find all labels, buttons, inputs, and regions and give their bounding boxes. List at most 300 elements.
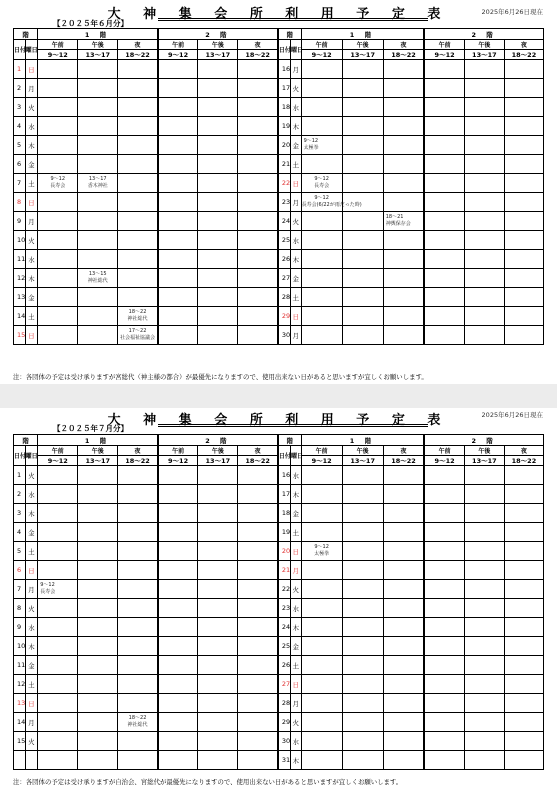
slot-cell	[198, 466, 238, 485]
time-header: 9～12	[424, 50, 464, 60]
slot-cell	[238, 713, 278, 732]
slot-cell	[504, 599, 543, 618]
day-of-week: 月	[291, 694, 302, 713]
slot-cell	[464, 485, 504, 504]
time-header: 9～12	[38, 456, 78, 466]
time-header: 13～17	[342, 456, 383, 466]
day-number: 20	[278, 136, 291, 155]
reservation-time: 9～12	[314, 195, 329, 202]
day-of-week: 火	[25, 98, 38, 117]
slot-cell	[38, 523, 78, 542]
slot-cell	[118, 231, 158, 250]
slot-cell	[78, 60, 118, 79]
slot-cell	[38, 675, 78, 694]
day-row	[14, 599, 544, 618]
day-of-week: 火	[291, 580, 302, 599]
slot-cell	[464, 60, 504, 79]
day-row	[14, 60, 544, 79]
slot-cell	[118, 193, 158, 212]
slot-cell	[301, 174, 342, 193]
slot-cell	[238, 155, 278, 174]
slot-cell	[38, 250, 78, 269]
day-row	[14, 542, 544, 561]
day-number: 13	[14, 694, 26, 713]
day-number: 16	[278, 466, 291, 485]
slot-header: 午後	[464, 446, 504, 456]
slot-cell	[342, 637, 383, 656]
day-row	[14, 79, 544, 98]
slot-cell	[38, 466, 78, 485]
day-number: 19	[278, 117, 291, 136]
slot-cell	[198, 561, 238, 580]
slot-cell	[464, 136, 504, 155]
day-row	[14, 326, 544, 345]
slot-cell	[504, 485, 543, 504]
day-number: 26	[278, 250, 291, 269]
slot-cell	[238, 212, 278, 231]
slot-cell	[38, 618, 78, 637]
day-number: 10	[14, 231, 26, 250]
reservation-time: 9～12	[314, 544, 329, 551]
day-of-week: 月	[291, 60, 302, 79]
reservation-entry	[78, 176, 117, 190]
slot-cell	[301, 98, 342, 117]
slot-cell	[38, 155, 78, 174]
slot-cell	[424, 98, 464, 117]
slot-cell	[342, 98, 383, 117]
slot-cell	[198, 637, 238, 656]
day-number: 14	[14, 307, 26, 326]
day-number: 15	[14, 326, 26, 345]
slot-cell	[78, 250, 118, 269]
slot-cell	[158, 485, 198, 504]
day-of-week: 火	[25, 231, 38, 250]
slot-cell	[198, 155, 238, 174]
slot-cell	[158, 542, 198, 561]
slot-header: 夜	[383, 40, 424, 50]
header-row-slot	[14, 40, 544, 50]
reservation-entry	[118, 328, 157, 342]
slot-cell	[464, 523, 504, 542]
day-number: 22	[278, 580, 291, 599]
slot-cell	[383, 155, 424, 174]
slot-cell	[464, 193, 504, 212]
footer-note: 注：各団体の予定は受け承りますが自治会、宮総代が最優先になりますので、使用出来ない日があると思いますが宜しくお願いします。	[13, 778, 403, 786]
day-header-label: 日付	[14, 47, 27, 54]
slot-cell	[38, 656, 78, 675]
slot-cell	[424, 288, 464, 307]
day-number: 4	[14, 117, 26, 136]
slot-cell	[301, 60, 342, 79]
slot-cell	[342, 751, 383, 770]
day-of-week: 火	[25, 732, 38, 751]
slot-cell	[38, 136, 78, 155]
reservation-time: 13～17	[88, 176, 107, 183]
slot-cell	[383, 618, 424, 637]
slot-cell	[158, 117, 198, 136]
slot-cell	[301, 637, 342, 656]
slot-cell	[238, 523, 278, 542]
slot-cell	[78, 326, 118, 345]
slot-cell	[198, 98, 238, 117]
slot-cell	[238, 231, 278, 250]
slot-cell	[198, 250, 238, 269]
slot-cell	[78, 751, 118, 770]
as-of-date: 2025年6月26日現在	[481, 411, 543, 419]
day-of-week: 日	[25, 60, 38, 79]
floor-header: 階	[14, 29, 38, 40]
slot-cell	[383, 466, 424, 485]
slot-cell	[198, 212, 238, 231]
slot-cell	[342, 675, 383, 694]
day-number: 1	[14, 466, 26, 485]
slot-cell	[424, 117, 464, 136]
day-number: 12	[14, 269, 26, 288]
day-of-week: 土	[291, 155, 302, 174]
day-row	[14, 250, 544, 269]
slot-cell	[504, 504, 543, 523]
slot-cell	[424, 694, 464, 713]
slot-cell	[158, 637, 198, 656]
slot-cell	[383, 136, 424, 155]
slot-cell	[342, 504, 383, 523]
slot-cell	[198, 504, 238, 523]
slot-cell	[342, 269, 383, 288]
day-number: 6	[14, 155, 26, 174]
slot-cell	[118, 618, 158, 637]
day-header	[14, 446, 26, 466]
slot-cell	[301, 713, 342, 732]
slot-cell	[301, 79, 342, 98]
slot-cell	[158, 231, 198, 250]
slot-cell	[504, 523, 543, 542]
day-row	[14, 174, 544, 193]
day-of-week: 月	[291, 561, 302, 580]
time-header: 9～12	[158, 50, 198, 60]
day-number: 16	[278, 60, 291, 79]
day-of-week: 木	[291, 618, 302, 637]
reservation-time: 9～12	[40, 582, 55, 589]
day-number: 28	[278, 288, 291, 307]
slot-cell	[504, 250, 543, 269]
reservation-entry	[384, 214, 424, 228]
slot-cell	[118, 580, 158, 599]
slot-cell	[504, 675, 543, 694]
slot-cell	[198, 580, 238, 599]
slot-cell	[424, 60, 464, 79]
slot-cell	[238, 694, 278, 713]
slot-header: 夜	[238, 446, 278, 456]
month-label: 【２０２５年６月分】	[53, 19, 128, 28]
slot-cell	[464, 117, 504, 136]
day-number: 11	[14, 656, 26, 675]
slot-cell	[78, 269, 118, 288]
slot-cell	[78, 599, 118, 618]
day-row	[14, 561, 544, 580]
slot-cell	[158, 307, 198, 326]
slot-cell	[118, 656, 158, 675]
slot-cell	[38, 98, 78, 117]
day-number: 25	[278, 231, 291, 250]
slot-cell	[38, 637, 78, 656]
day-of-week: 水	[291, 466, 302, 485]
day-number: 3	[14, 98, 26, 117]
day-of-week: 金	[291, 269, 302, 288]
slot-cell	[383, 542, 424, 561]
footer-note: 注：各団体の予定は受け承りますが宮総代（神主様の都合）が最優先になりますので、使用出来ない日があると思いますが宜しくお願いします。	[13, 373, 428, 381]
slot-cell	[38, 269, 78, 288]
slot-cell	[424, 618, 464, 637]
floor-header: 階	[14, 435, 38, 446]
day-of-week: 水	[25, 117, 38, 136]
slot-cell	[238, 307, 278, 326]
slot-cell	[383, 713, 424, 732]
slot-cell	[424, 732, 464, 751]
slot-cell	[78, 732, 118, 751]
slot-cell	[383, 485, 424, 504]
slot-cell	[342, 79, 383, 98]
slot-cell	[118, 117, 158, 136]
slot-cell	[301, 212, 342, 231]
day-number: 8	[14, 599, 26, 618]
day-row	[14, 694, 544, 713]
reservation-time: 9～12	[50, 176, 65, 183]
day-row	[14, 231, 544, 250]
slot-cell	[158, 174, 198, 193]
day-number: 29	[278, 307, 291, 326]
slot-cell	[504, 174, 543, 193]
slot-cell	[238, 174, 278, 193]
time-header: 13～17	[78, 50, 118, 60]
slot-cell	[38, 485, 78, 504]
slot-cell	[424, 79, 464, 98]
slot-header: 午前	[38, 40, 78, 50]
day-of-week: 火	[291, 713, 302, 732]
slot-cell	[38, 713, 78, 732]
slot-cell	[78, 485, 118, 504]
slot-cell	[342, 326, 383, 345]
slot-cell	[342, 231, 383, 250]
time-header: 18～22	[118, 456, 158, 466]
slot-cell	[383, 307, 424, 326]
slot-cell	[383, 288, 424, 307]
slot-cell	[38, 212, 78, 231]
day-number: 21	[278, 561, 291, 580]
day-row	[14, 269, 544, 288]
time-header: 9～12	[301, 456, 342, 466]
day-of-week: 土	[25, 542, 38, 561]
day-number: 23	[278, 599, 291, 618]
slot-cell	[342, 117, 383, 136]
slot-cell	[118, 675, 158, 694]
slot-cell	[118, 326, 158, 345]
slot-cell	[301, 523, 342, 542]
slot-cell	[198, 732, 238, 751]
slot-cell	[301, 580, 342, 599]
header-row-slot	[14, 446, 544, 456]
day-of-week: 金	[291, 136, 302, 155]
slot-cell	[158, 523, 198, 542]
day-row	[14, 618, 544, 637]
day-of-week: 水	[25, 485, 38, 504]
month-label: 【２０２５年７月分】	[53, 424, 128, 433]
slot-cell	[464, 542, 504, 561]
reservation-group: 神社総代	[127, 722, 148, 728]
slot-cell	[504, 561, 543, 580]
floor-header: 階	[278, 435, 301, 446]
slot-cell	[504, 542, 543, 561]
slot-cell	[504, 618, 543, 637]
slot-cell	[383, 732, 424, 751]
reservation-group: 神社総代	[87, 278, 108, 284]
day-row	[14, 751, 544, 770]
slot-header: 午前	[158, 446, 198, 456]
slot-cell	[78, 694, 118, 713]
time-header: 9～12	[38, 50, 78, 60]
reservation-entry	[118, 309, 157, 323]
slot-header: 午前	[424, 40, 464, 50]
day-of-week: 日	[25, 561, 38, 580]
slot-cell	[198, 231, 238, 250]
slot-cell	[158, 561, 198, 580]
slot-cell	[424, 637, 464, 656]
slot-cell	[301, 288, 342, 307]
page-gap	[0, 384, 557, 408]
slot-cell	[158, 98, 198, 117]
slot-cell	[383, 193, 424, 212]
slot-cell	[424, 269, 464, 288]
slot-cell	[504, 466, 543, 485]
slot-header: 夜	[118, 446, 158, 456]
slot-cell	[238, 751, 278, 770]
day-number: 18	[278, 504, 291, 523]
day-number: 24	[278, 618, 291, 637]
slot-cell	[118, 60, 158, 79]
slot-cell	[424, 523, 464, 542]
slot-cell	[158, 193, 198, 212]
slot-cell	[198, 174, 238, 193]
slot-cell	[424, 504, 464, 523]
day-of-week: 木	[291, 250, 302, 269]
time-header: 9～12	[301, 50, 342, 60]
slot-cell	[424, 307, 464, 326]
as-of-date: 2025年6月26日現在	[481, 8, 543, 16]
slot-cell	[238, 79, 278, 98]
slot-cell	[424, 542, 464, 561]
day-header-label: 日付	[278, 453, 291, 460]
day-of-week: 月	[291, 193, 302, 212]
slot-cell	[342, 656, 383, 675]
slot-cell	[238, 136, 278, 155]
slot-cell	[158, 599, 198, 618]
day-of-week: 木	[291, 751, 302, 770]
slot-header: 午後	[78, 446, 118, 456]
slot-cell	[118, 561, 158, 580]
floor2-header: 2 階	[158, 29, 278, 40]
slot-cell	[342, 732, 383, 751]
slot-header: 午前	[424, 446, 464, 456]
slot-header: 夜	[118, 40, 158, 50]
slot-header: 夜	[504, 446, 543, 456]
day-row	[14, 466, 544, 485]
slot-cell	[198, 269, 238, 288]
day-row	[14, 580, 544, 599]
time-header: 13～17	[464, 50, 504, 60]
slot-cell	[301, 561, 342, 580]
day-number: 7	[14, 174, 26, 193]
slot-cell	[238, 599, 278, 618]
day-of-week: 木	[291, 485, 302, 504]
day-of-week: 土	[291, 288, 302, 307]
slot-cell	[464, 751, 504, 770]
day-header-label: 日付	[14, 453, 27, 460]
schedule-table	[13, 28, 544, 345]
reservation-entry	[302, 544, 342, 558]
day-number: 15	[14, 732, 26, 751]
day-of-week: 土	[25, 307, 38, 326]
time-header: 13～17	[78, 456, 118, 466]
slot-cell	[383, 599, 424, 618]
day-row	[14, 713, 544, 732]
slot-cell	[238, 656, 278, 675]
day-of-week: 木	[25, 269, 38, 288]
slot-cell	[301, 542, 342, 561]
slot-cell	[504, 231, 543, 250]
slot-cell	[78, 542, 118, 561]
slot-cell	[118, 694, 158, 713]
slot-header: 午後	[198, 446, 238, 456]
slot-cell	[118, 523, 158, 542]
day-of-week: 金	[291, 504, 302, 523]
day-row	[14, 656, 544, 675]
slot-cell	[238, 193, 278, 212]
slot-cell	[301, 656, 342, 675]
slot-cell	[464, 307, 504, 326]
day-number: 20	[278, 542, 291, 561]
day-of-week: 水	[25, 618, 38, 637]
slot-cell	[38, 231, 78, 250]
reservation-group: 神社総代	[127, 316, 148, 322]
day-of-week: 日	[291, 307, 302, 326]
reservation-group: 長寿会(6/22が雨だった時)	[301, 202, 362, 208]
slot-cell	[383, 523, 424, 542]
reservation-group: 長寿会	[314, 183, 330, 189]
reservation-group: 社会福祉協議会	[120, 335, 156, 341]
slot-cell	[383, 250, 424, 269]
slot-header: 夜	[504, 40, 543, 50]
time-header: 18～22	[504, 456, 543, 466]
slot-cell	[342, 694, 383, 713]
day-of-week: 日	[25, 326, 38, 345]
slot-cell	[464, 326, 504, 345]
header-row-floor	[14, 435, 544, 446]
dow-header	[291, 446, 302, 466]
slot-cell	[78, 618, 118, 637]
day-number: 18	[278, 98, 291, 117]
reservation-group: 長寿会	[50, 183, 66, 189]
day-number: 29	[278, 713, 291, 732]
slot-cell	[118, 212, 158, 231]
day-of-week: 土	[25, 174, 38, 193]
slot-header: 午前	[38, 446, 78, 456]
slot-cell	[198, 117, 238, 136]
slot-cell	[383, 326, 424, 345]
slot-cell	[464, 231, 504, 250]
reservation-time: 9～12	[314, 176, 329, 183]
slot-cell	[78, 656, 118, 675]
slot-cell	[504, 694, 543, 713]
slot-cell	[118, 504, 158, 523]
